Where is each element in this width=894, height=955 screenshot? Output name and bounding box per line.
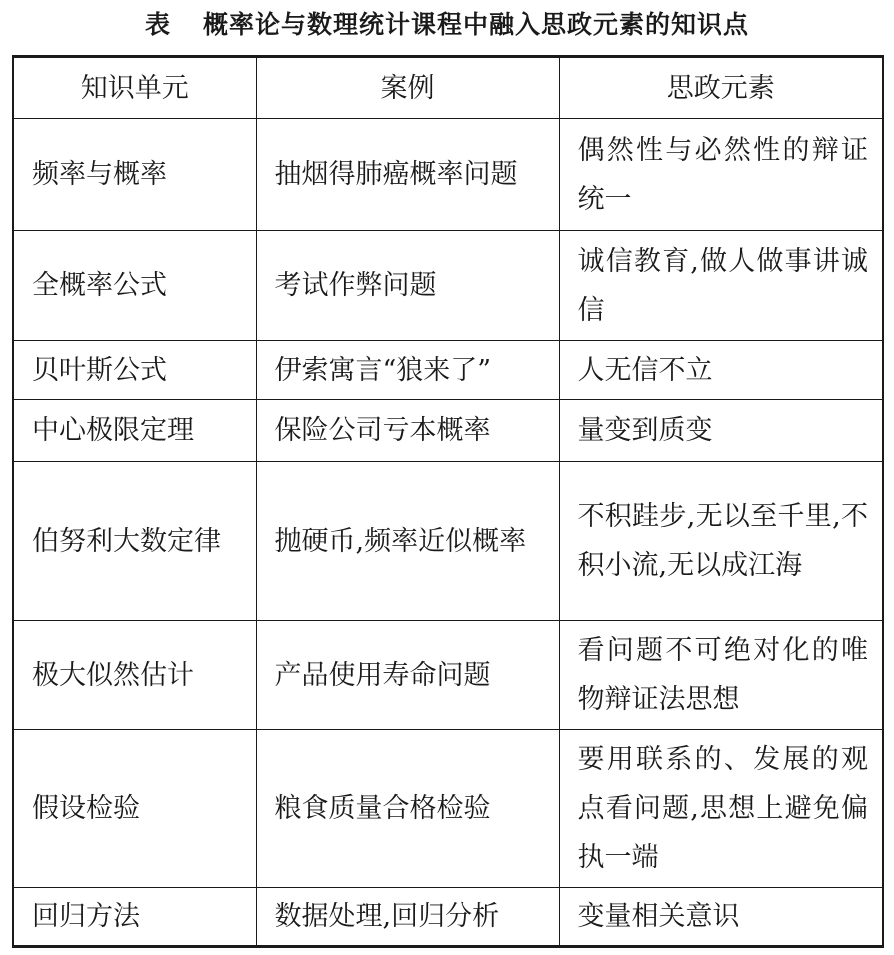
table-row (13, 462, 883, 621)
table-row (13, 400, 883, 462)
table-row (13, 231, 883, 341)
element-cell: 变量相关意识 (559, 888, 883, 947)
table-row (13, 621, 883, 730)
header-element: 思政元素 (559, 57, 883, 119)
table-caption (0, 4, 894, 46)
unit-cell: 中心极限定理 (13, 400, 256, 462)
case-cell: 保险公司亏本概率 (256, 400, 559, 462)
table-row (13, 730, 883, 888)
unit-cell: 贝叶斯公式 (13, 341, 256, 400)
element-cell: 看问题不可绝对化的唯物辩证法思想 (559, 621, 883, 730)
element-cell: 偶然性与必然性的辩证统一 (559, 119, 883, 231)
element-cell: 要用联系的、发展的观点看问题,思想上避免偏执一端 (559, 730, 883, 888)
case-cell: 粮食质量合格检验 (256, 730, 559, 888)
table-row (13, 888, 883, 947)
unit-cell: 伯努利大数定律 (13, 462, 256, 621)
case-cell: 抽烟得肺癌概率问题 (256, 119, 559, 231)
header-case: 案例 (256, 57, 559, 119)
header-row (13, 57, 883, 119)
unit-cell: 全概率公式 (13, 231, 256, 341)
case-cell: 产品使用寿命问题 (256, 621, 559, 730)
case-cell: 伊索寓言“狼来了” (256, 341, 559, 400)
element-cell: 不积跬步,无以至千里,不积小流,无以成江海 (559, 462, 883, 621)
header-unit: 知识单元 (13, 57, 256, 119)
unit-cell: 回归方法 (13, 888, 256, 947)
case-cell: 考试作弊问题 (256, 231, 559, 341)
unit-cell: 假设检验 (13, 730, 256, 888)
table-row (13, 341, 883, 400)
knowledge-table (12, 55, 884, 948)
unit-cell: 频率与概率 (13, 119, 256, 231)
caption-label: 表 (144, 10, 171, 39)
case-cell: 数据处理,回归分析 (256, 888, 559, 947)
element-cell: 量变到质变 (559, 400, 883, 462)
unit-cell: 极大似然估计 (13, 621, 256, 730)
case-cell: 抛硬币,频率近似概率 (256, 462, 559, 621)
caption-title: 概率论与数理统计课程中融入思政元素的知识点 (203, 10, 750, 39)
table-row (13, 119, 883, 231)
element-cell: 人无信不立 (559, 341, 883, 400)
element-cell: 诚信教育,做人做事讲诚信 (559, 231, 883, 341)
